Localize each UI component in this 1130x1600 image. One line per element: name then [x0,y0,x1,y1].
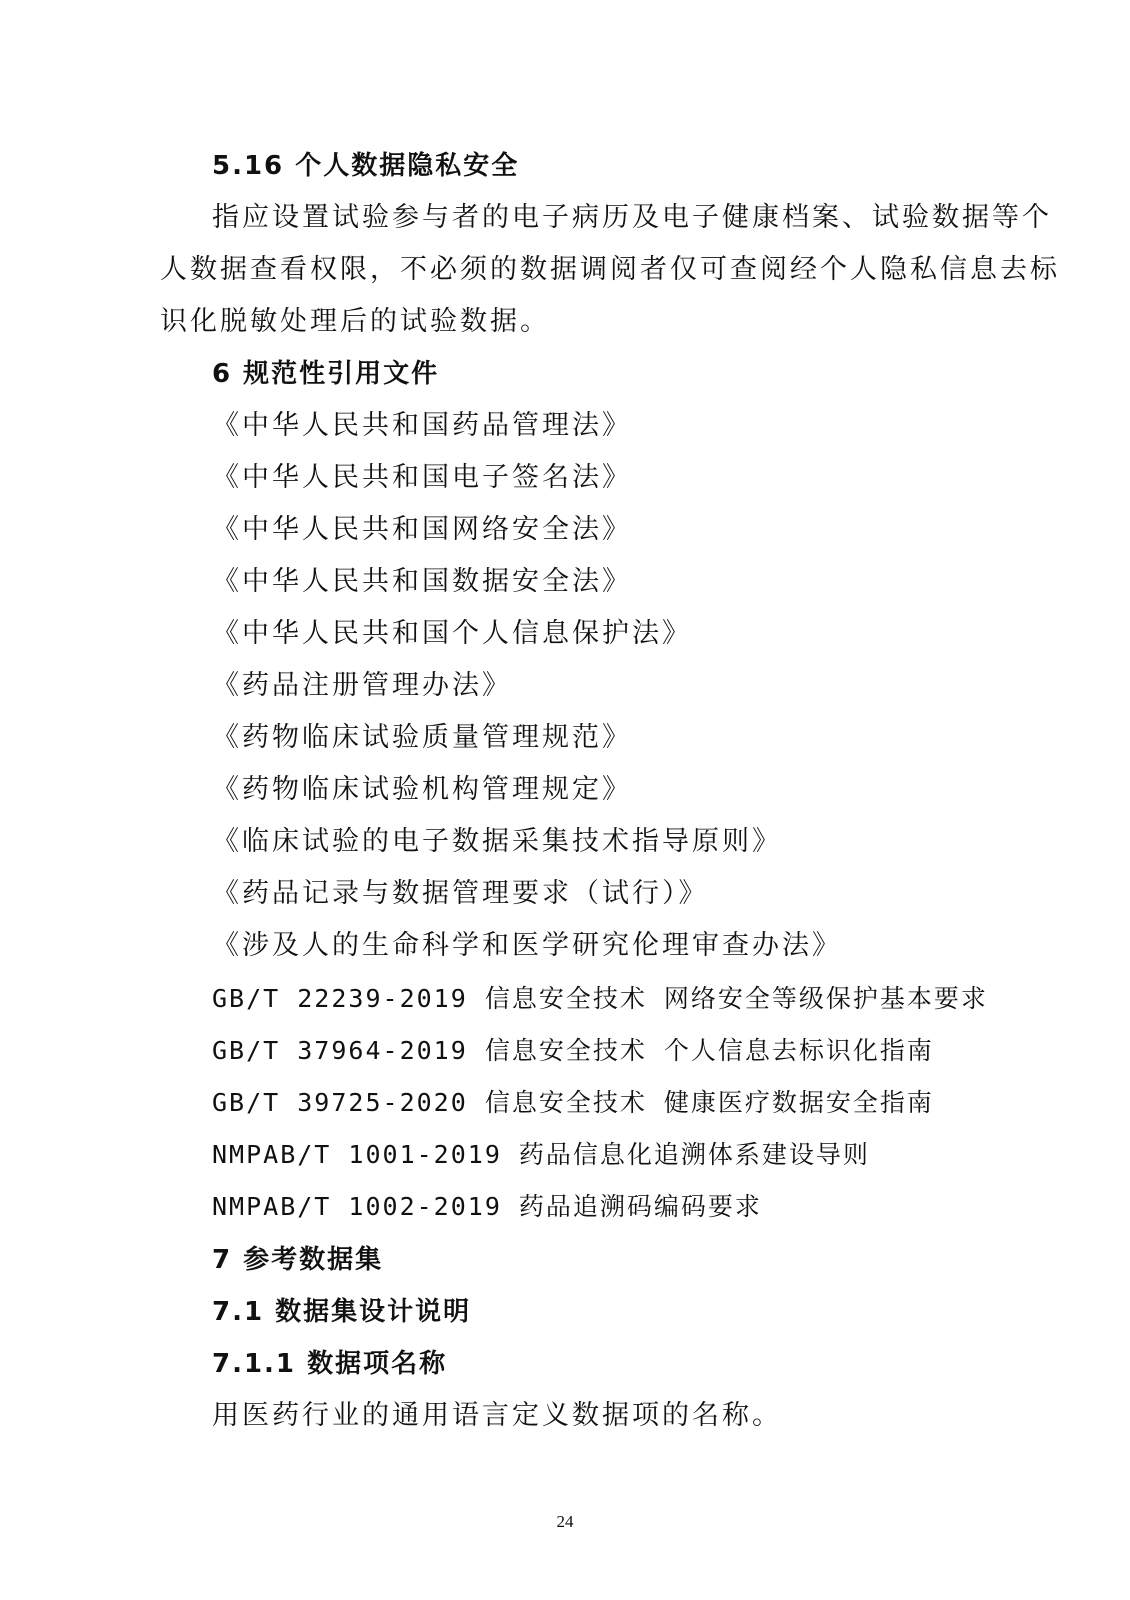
paragraph-line: 人数据查看权限，不必须的数据调阅者仅可查阅经个人隐私信息去标 [160,254,1060,285]
reference-item: 《中华人民共和国网络安全法》 [212,514,632,545]
standard-item: GB/T 22239-2019 信息安全技术 网络安全等级保护基本要求 [212,984,988,1013]
section-7-heading: 7 参考数据集 [212,1245,384,1275]
reference-item: 《涉及人的生命科学和医学研究伦理审查办法》 [212,930,842,961]
reference-item: 《中华人民共和国电子签名法》 [212,462,632,493]
reference-item: 《中华人民共和国药品管理法》 [212,410,632,441]
section-5-16-heading: 5.16 个人数据隐私安全 [212,151,520,181]
paragraph-line: 用医药行业的通用语言定义数据项的名称。 [212,1400,782,1431]
reference-item: 《临床试验的电子数据采集技术指导原则》 [212,826,782,857]
standard-item: GB/T 37964-2019 信息安全技术 个人信息去标识化指南 [212,1036,934,1065]
reference-item: 《中华人民共和国数据安全法》 [212,566,632,597]
reference-item: 《药物临床试验质量管理规范》 [212,722,632,753]
section-6-heading: 6 规范性引用文件 [212,359,440,389]
section-7-1-1-heading: 7.1.1 数据项名称 [212,1349,448,1379]
paragraph-line: 指应设置试验参与者的电子病历及电子健康档案、试验数据等个 [212,202,1052,233]
reference-item: 《药物临床试验机构管理规定》 [212,774,632,805]
standard-item: NMPAB/T 1002-2019 药品追溯码编码要求 [212,1192,762,1221]
standard-item: GB/T 39725-2020 信息安全技术 健康医疗数据安全指南 [212,1088,934,1117]
reference-item: 《药品注册管理办法》 [212,670,512,701]
paragraph-line: 识化脱敏处理后的试验数据。 [160,306,550,337]
standard-item: NMPAB/T 1001-2019 药品信息化追溯体系建设导则 [212,1140,870,1169]
reference-item: 《中华人民共和国个人信息保护法》 [212,618,692,649]
reference-item: 《药品记录与数据管理要求（试行）》 [212,878,709,909]
section-7-1-heading: 7.1 数据集设计说明 [212,1297,472,1327]
page-number: 24 [556,1512,574,1531]
